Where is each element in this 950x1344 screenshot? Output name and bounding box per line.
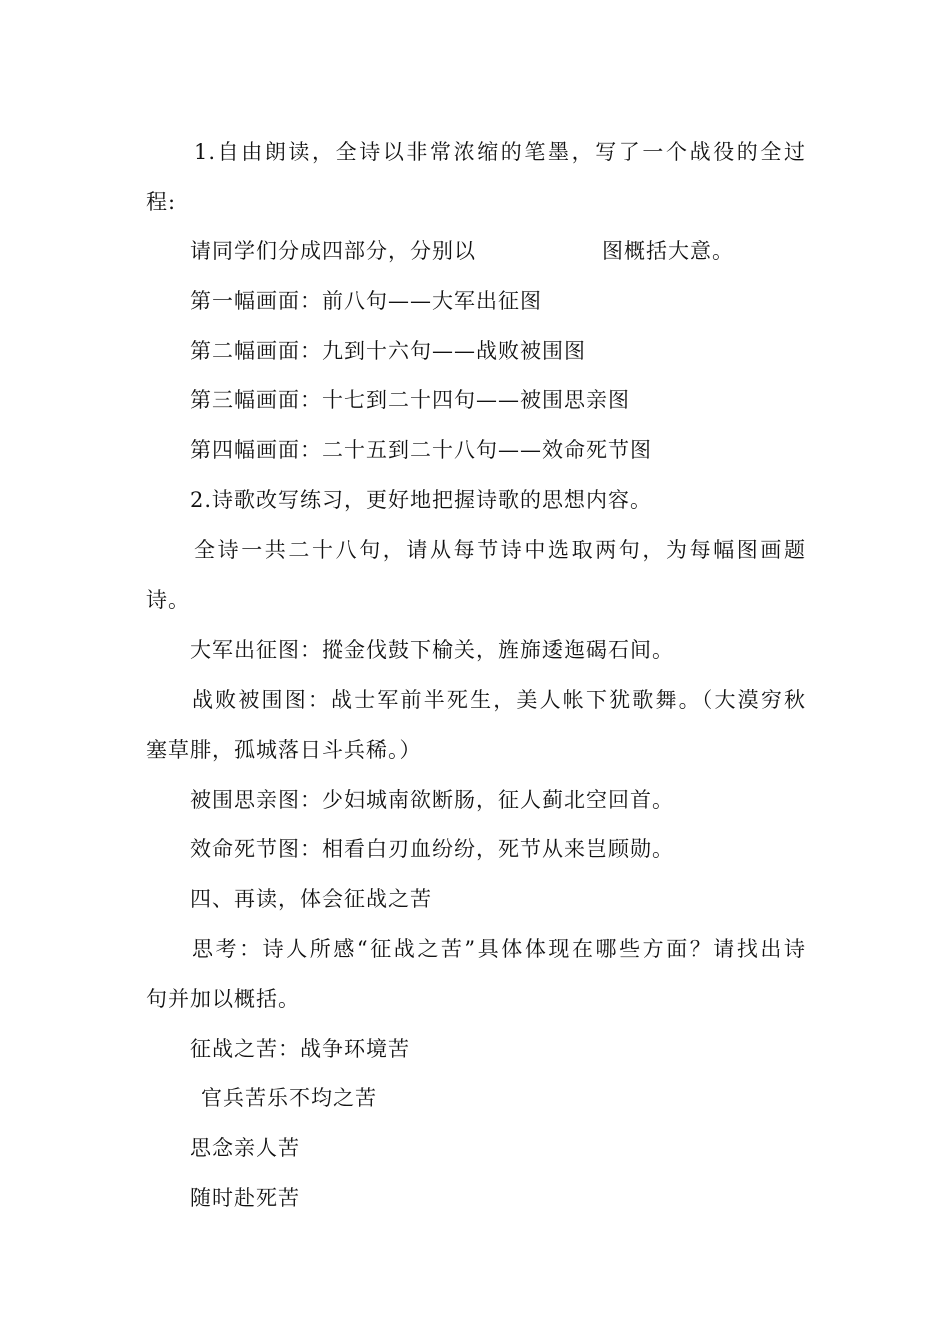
instruction-line: [190, 237, 734, 265]
paragraph-2: 2.诗歌改写练习，更好地把握诗歌的思想内容。: [190, 488, 653, 512]
section-4-heading: 四、再读，体会征战之苦: [190, 887, 432, 911]
poem-scene-1: 大军出征图：摐金伐鼓下榆关，旌旆逶迤碣石间。: [190, 638, 674, 662]
hardship-1: 征战之苦：战争环境苦: [190, 1037, 410, 1061]
hardship-2: 官兵苦乐不均之苦: [201, 1086, 377, 1110]
scene-2: 第二幅画面：九到十六句——战败被围图: [190, 339, 586, 363]
paragraph-1-line-2: 程:: [146, 190, 177, 214]
hardship-4: 随时赴死苦: [190, 1186, 300, 1210]
poem-scene-2-line-2: 塞草腓，孤城落日斗兵稀。）: [146, 738, 422, 762]
paragraph-3-line-1: 全诗一共二十八句，请从每节诗中选取两句，为每幅图画题: [194, 538, 806, 562]
scene-1: 第一幅画面：前八句——大军出征图: [190, 289, 542, 313]
paragraph-1-line-1: 1.自由朗读，全诗以非常浓缩的笔墨，写了一个战役的全过: [194, 140, 806, 164]
instruction-part-2: 图概括大意。: [602, 239, 734, 263]
scene-3: 第三幅画面：十七到二十四句——被围思亲图: [190, 388, 630, 412]
question-line-1: 思考：诗人所感“征战之苦”具体体现在哪些方面？请找出诗: [192, 937, 806, 961]
instruction-part-1: 请同学们分成四部分，分别以: [190, 239, 476, 263]
scene-4: 第四幅画面：二十五到二十八句——效命死节图: [190, 438, 652, 462]
poem-scene-3: 被围思亲图：少妇城南欲断肠，征人蓟北空回首。: [190, 788, 674, 812]
question-line-2: 句并加以概括。: [146, 987, 300, 1011]
poem-scene-2-line-1: 战败被围图：战士军前半死生，美人帐下犹歌舞。（大漠穷秋: [192, 688, 806, 712]
hardship-3: 思念亲人苦: [190, 1136, 300, 1160]
poem-scene-4: 效命死节图：相看白刃血纷纷，死节从来岂顾勋。: [190, 837, 674, 861]
paragraph-3-line-2: 诗。: [146, 588, 190, 612]
